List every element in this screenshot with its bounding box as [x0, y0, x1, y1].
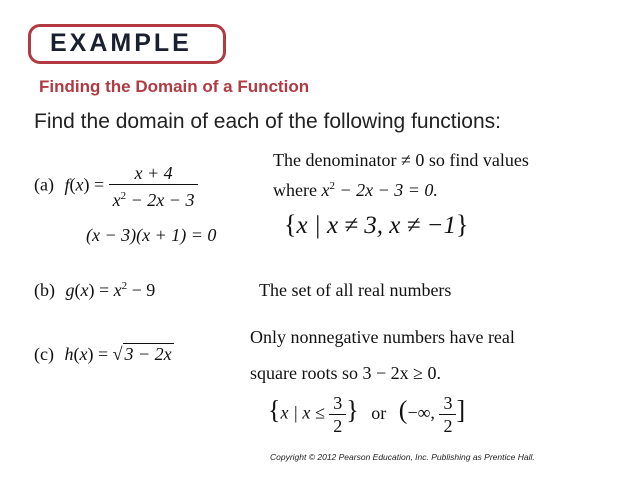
- part-a-var: x: [75, 174, 84, 195]
- part-b-note: The set of all real numbers: [259, 280, 452, 300]
- part-a-fraction: [109, 162, 199, 211]
- copyright-footer: Copyright © 2012 Pearson Education, Inc. Publishing as Prentice Hall.: [270, 452, 535, 462]
- part-a-answer-set: {x | x ≠ 3, x ≠ −1}: [284, 210, 469, 239]
- part-a-denominator: $x^2 - 2x - 3$: [112, 190, 195, 210]
- instruction-text: Find the domain of each of the following functions:: [34, 110, 501, 133]
- part-c-function: (c) h(x) = √ 3 − 2x: [34, 344, 172, 364]
- part-a-factored: (x − 3)(x + 1) = 0: [86, 225, 217, 245]
- part-a-note-line1: The denominator ≠ 0 so find values: [273, 150, 529, 170]
- part-a-label: (a): [34, 174, 54, 195]
- part-a-function: (a) f(x) = $\frac{x + 4}{x^2 - 2x - 3}$: [34, 162, 198, 211]
- part-c-answer: {x | x ≤ $\frac{3}{2}$ } or (−∞, $\frac{3}{2}$ ]: [268, 393, 466, 436]
- part-b-function: (b) $g(x) = x^2 - 9$: [34, 280, 156, 300]
- part-a-fname: f: [64, 174, 70, 195]
- part-a-note-line2: where $x^2 - 2x - 3 = 0$.: [273, 180, 438, 200]
- part-c-note-line2: square roots so 3 − 2x ≥ 0.: [250, 363, 442, 383]
- example-badge-label: EXAMPLE: [50, 29, 192, 57]
- part-a-numerator: x + 4: [109, 162, 199, 185]
- part-c-radicand: 3 − 2x: [124, 344, 172, 364]
- section-subtitle: Finding the Domain of a Function: [39, 77, 310, 96]
- part-c-note-line1: Only nonnegative numbers have real: [250, 327, 515, 347]
